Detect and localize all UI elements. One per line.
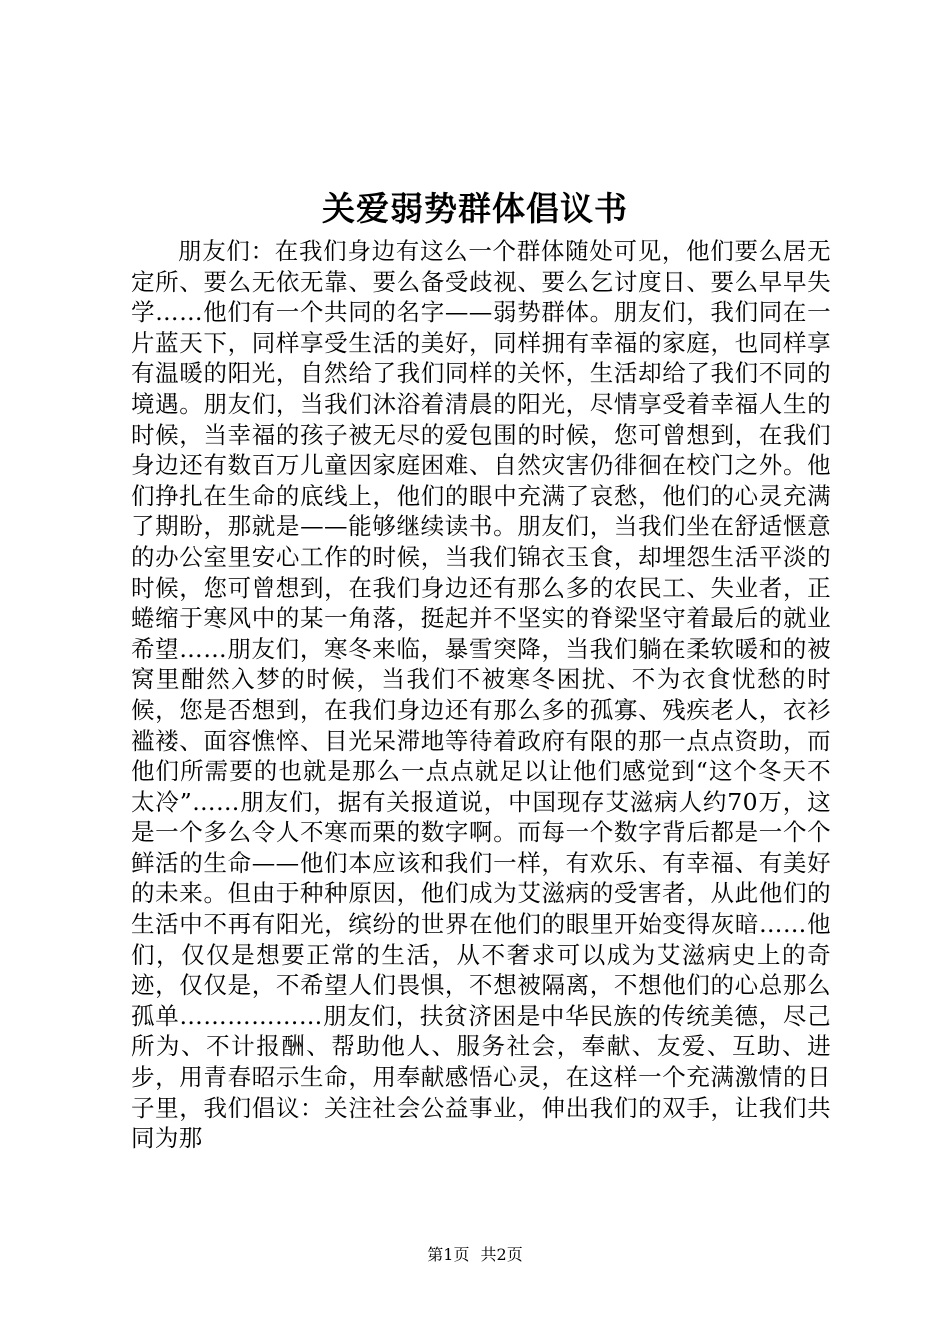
- page-total: 共2页: [480, 1245, 523, 1264]
- page-footer: [0, 1244, 950, 1266]
- page-number: 第1页: [427, 1245, 470, 1264]
- document-title: 关爱弱势群体倡议书: [322, 189, 628, 228]
- document-body: 朋友们：在我们身边有这么一个群体随处可见，他们要么居无定所、要么无依无靠、要么备受歧视、要么乞讨度日、要么早早失学……他们有一个共同的名字——弱势群体。朋友们，我们同在一片蓝天下，同样享受生活的美好，同样拥有幸福的家庭，也同样享有温暖的阳光，自然给了我们同样的关怀，生活却给了我们不同的境遇。朋友们，当我们沐浴着清晨的阳光，尽情享受着幸福人生的时候，当幸福的孩子被无尽的爱包围的时候，您可曾想到，在我们身边还有数百万儿童因家庭困难、自然灾害仍徘徊在校门之外。他们挣扎在生命的底线上，他们的眼中充满了哀愁，他们的心灵充满了期盼，那就是——能够继续读书。朋友们，当我们坐在舒适惬意的办公室里安心工作的时候，当我们锦衣玉食，却埋怨生活平淡的时候，您可曾想到，在我们身边还有那么多的农民工、失业者，正蜷缩于寒风中的某一角落，挺起并不坚实的脊梁坚守着最后的就业希望……朋友们，寒冬来临，暴雪突降，当我们躺在柔软暖和的被窝里酣然入梦的时候，当我们不被寒冬困扰、不为衣食忧愁的时候，您是否想到，在我们身边还有那么多的孤寡、残疾老人，衣衫褴褛、面容憔悴、目光呆滞地等待着政府有限的那一点点资助，而他们所需要的也就是那么一点点就足以让他们感觉到“这个冬天不太冷”……朋友们，据有关报道说，中国现存艾滋病人约70万，这是一个多么令人不寒而栗的数字啊。而每一个数字背后都是一个个鲜活的生命——他们本应该和我们一样，有欢乐、有幸福、有美好的未来。但由于种种原因，他们成为艾滋病的受害者，从此他们的生活中不再有阳光，缤纷的世界在他们的眼里开始变得灰暗……他们，仅仅是想要正常的生活，从不奢求可以成为艾滋病史上的奇迹，仅仅是，不希望人们畏惧，不想被隔离，不想他们的心总那么孤单………………朋友们，扶贫济困是中华民族的传统美德，尽己所为、不计报酬、帮助他人、服务社会，奉献、友爱、互助、进步，用青春昭示生命，用奉献感悟心灵，在这样一个充满激情的日子里，我们倡议：关注社会公益事业，伸出我们的双手，让我们共同为那: [131, 237, 831, 1153]
